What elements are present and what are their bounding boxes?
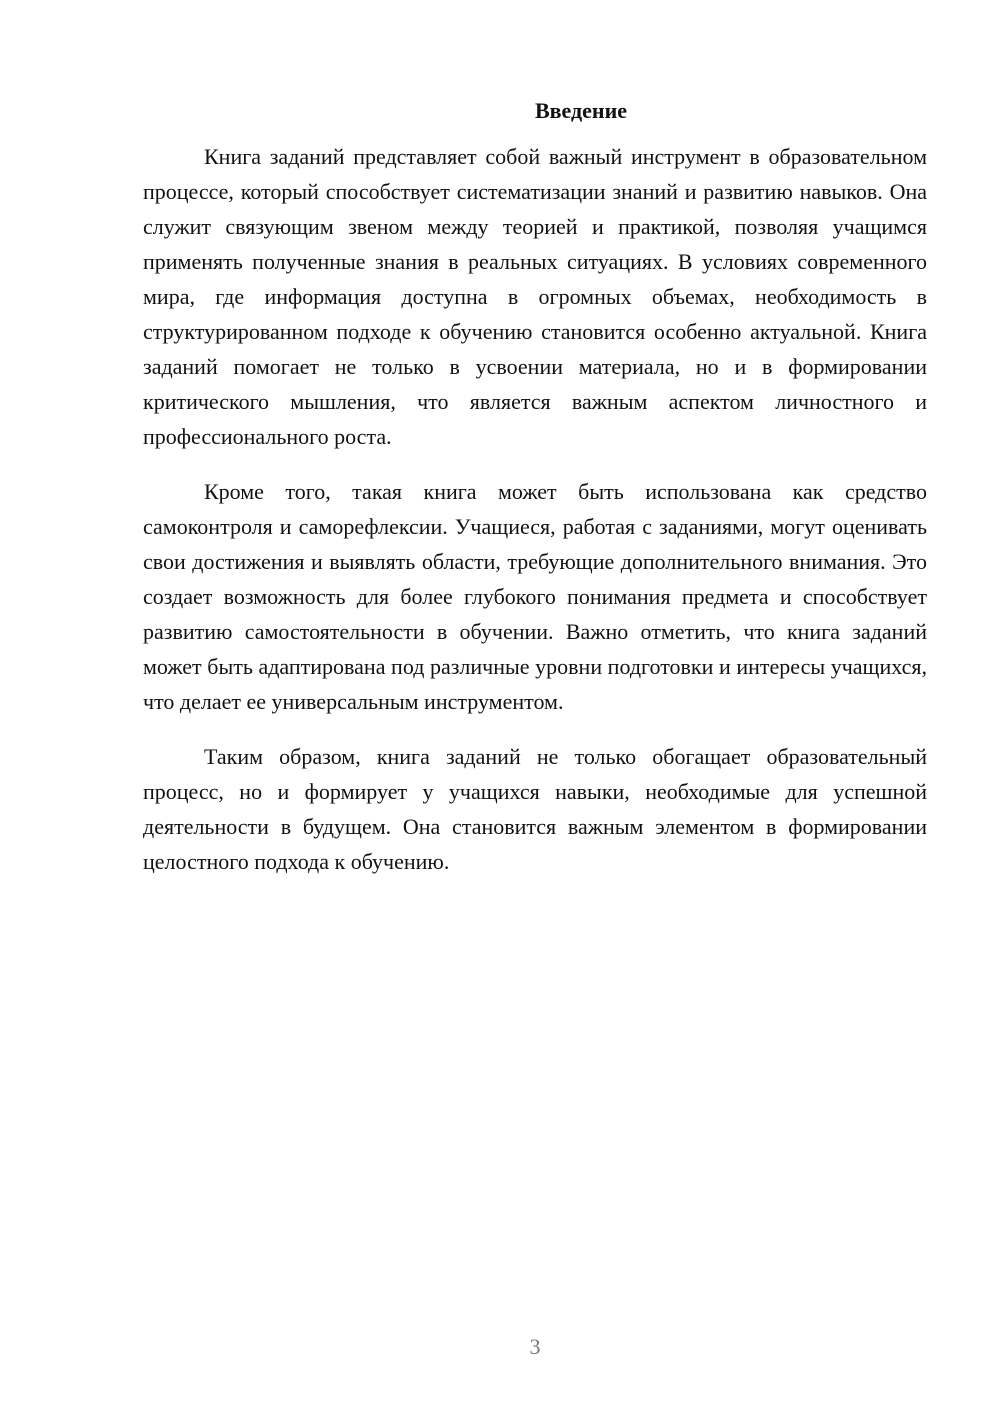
section-heading: Введение — [534, 98, 628, 123]
page-content — [143, 96, 927, 879]
paragraph-self-control: Кроме того, такая книга может быть использована как средство самоконтроля и саморефлексии. Учащиеся, работая с заданиями, могут оценивать свои достижения и выявлять области, требующие дополнительного внимания. Это создает возможность для более глубокого понимания предмета и способствует развитию самостоятельности в обучении. Важно отметить, что книга заданий может быть адаптирована под различные уровни подготовки и интересы учащихся, что делает ее универсальным инструментом. — [143, 479, 927, 714]
paragraph-intro: Книга заданий представляет собой важный инструмент в образовательном процессе, который способствует систематизации знаний и развитию навыков. Она служит связующим звеном между теорией и практикой, позволяя учащимся применять полученные знания в реальных ситуациях. В условиях современного мира, где информация доступна в огромных объемах, необходимость в структурированном подходе к обучению становится особенно актуальной. Книга заданий помогает не только в усвоении материала, но и в формировании критического мышления, что является важным аспектом личностного и профессионального роста. — [143, 144, 927, 449]
paragraph-conclusion: Таким образом, книга заданий не только обогащает образовательный процесс, но и формирует у учащихся навыки, необходимые для успешной деятельности в будущем. Она становится важным элементом в формировании целостного подхода к обучению. — [143, 744, 927, 874]
page-number: 3 — [529, 1334, 541, 1359]
